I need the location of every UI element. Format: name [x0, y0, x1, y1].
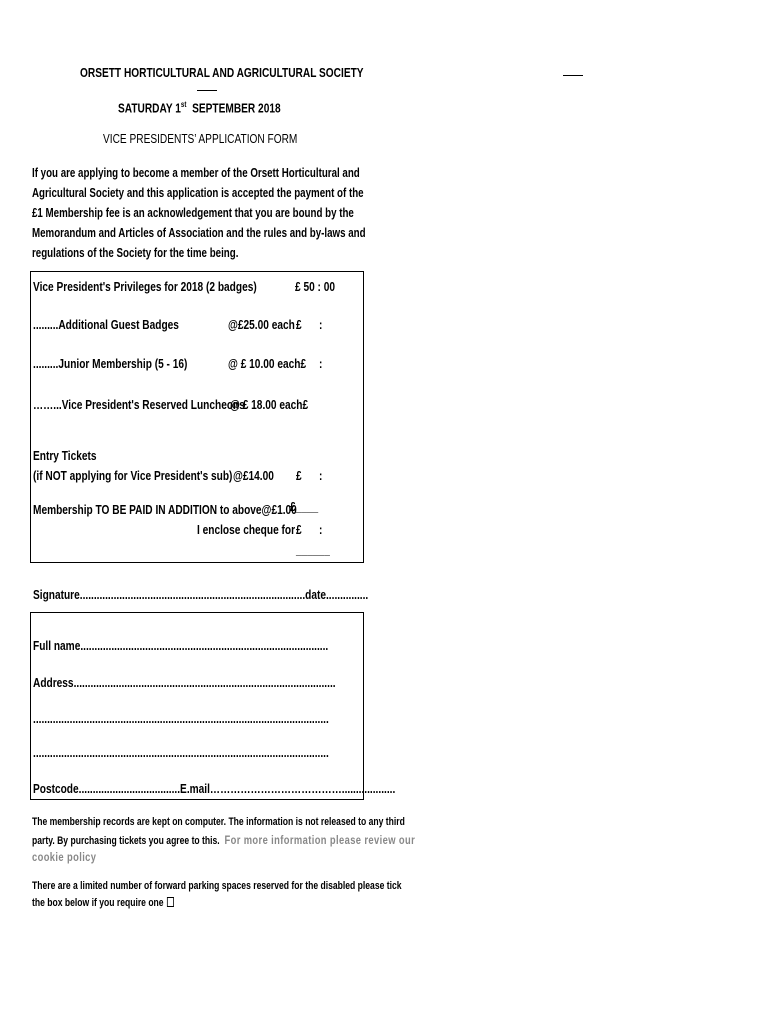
enclose-label: I enclose cheque for	[197, 522, 296, 537]
entry-tickets-condition: (if NOT applying for Vice President's sub)	[33, 468, 233, 483]
junior-membership-colon: :	[319, 356, 323, 371]
full-name-field[interactable]: Full name........................................................................................	[33, 638, 329, 653]
privileges-amount: £ 50 : 00	[295, 279, 336, 294]
intro-line: Memorandum and Articles of Association and the rules and by-laws and	[32, 226, 366, 240]
postcode-email-field[interactable]: Postcode....................................E.mail…………………………………...................	[33, 781, 396, 796]
intro-line: regulations of the Society for the time being.	[32, 246, 239, 260]
entry-tickets-price: @£14.00	[233, 468, 274, 483]
membership-label: Membership TO BE PAID IN ADDITION to above@£1.00	[33, 502, 297, 517]
junior-membership-label[interactable]: .........Junior Membership (5 - 16)	[33, 356, 188, 371]
entry-tickets-currency: £	[296, 468, 302, 483]
privileges-label: Vice President's Privileges for 2018 (2 badges)	[33, 279, 257, 294]
form-title: VICE PRESIDENTS’ APPLICATION FORM	[103, 131, 298, 146]
records-note-2: party. By purchasing tickets you agree to this. For more information please review our	[32, 833, 416, 847]
signature-date-line[interactable]: Signature................................................................................date...............	[33, 587, 369, 602]
org-title: ORSETT HORTICULTURAL AND AGRICULTURAL SOCIETY	[80, 65, 364, 80]
address-line-2[interactable]: .........................................................................................................	[33, 711, 329, 726]
enclose-currency: £	[296, 522, 302, 537]
intro-paragraph	[32, 163, 366, 263]
entry-tickets-label: Entry Tickets	[33, 448, 97, 463]
parking-note-1: There are a limited number of forward parking spaces reserved for the disabled please tick	[32, 880, 402, 892]
intro-line: If you are applying to become a member of the Orsett Horticultural and	[32, 166, 360, 180]
top-right-mark: ——	[563, 70, 583, 81]
parking-checkbox[interactable]	[167, 897, 174, 907]
enclose-colon: :	[319, 522, 323, 537]
luncheons-price: @ £ 18.00 each£	[230, 397, 309, 412]
entry-tickets-colon: :	[319, 468, 323, 483]
guest-badges-price: @£25.00 each	[228, 317, 295, 332]
parking-note-2: the box below if you require one	[32, 897, 174, 909]
cookie-policy-link-2[interactable]: cookie policy	[32, 850, 97, 864]
membership-amount[interactable]: £____	[290, 499, 319, 514]
intro-line: £1 Membership fee is an acknowledgement that you are bound by the	[32, 206, 354, 220]
address-line-3[interactable]: .........................................................................................................	[33, 745, 329, 760]
luncheons-label[interactable]: ……...Vice President's Reserved Luncheons	[33, 397, 245, 412]
junior-membership-price: @ £ 10.00 each£	[228, 356, 307, 371]
total-line[interactable]: ______	[296, 542, 330, 557]
records-note-1: The membership records are kept on computer. The information is not released to any third	[32, 816, 405, 828]
fees-box	[30, 271, 364, 563]
guest-badges-colon: :	[319, 317, 323, 332]
guest-badges-currency: £	[296, 317, 302, 332]
intro-line: Agricultural Society and this application is accepted the payment of the	[32, 186, 364, 200]
guest-badges-label[interactable]: .........Additional Guest Badges	[33, 317, 179, 332]
address-field[interactable]: Address.............................................................................................	[33, 675, 336, 690]
title-divider	[197, 90, 217, 91]
cookie-policy-link[interactable]: For more information please review our	[224, 833, 416, 847]
event-date: SATURDAY 1st SEPTEMBER 2018	[118, 100, 281, 116]
